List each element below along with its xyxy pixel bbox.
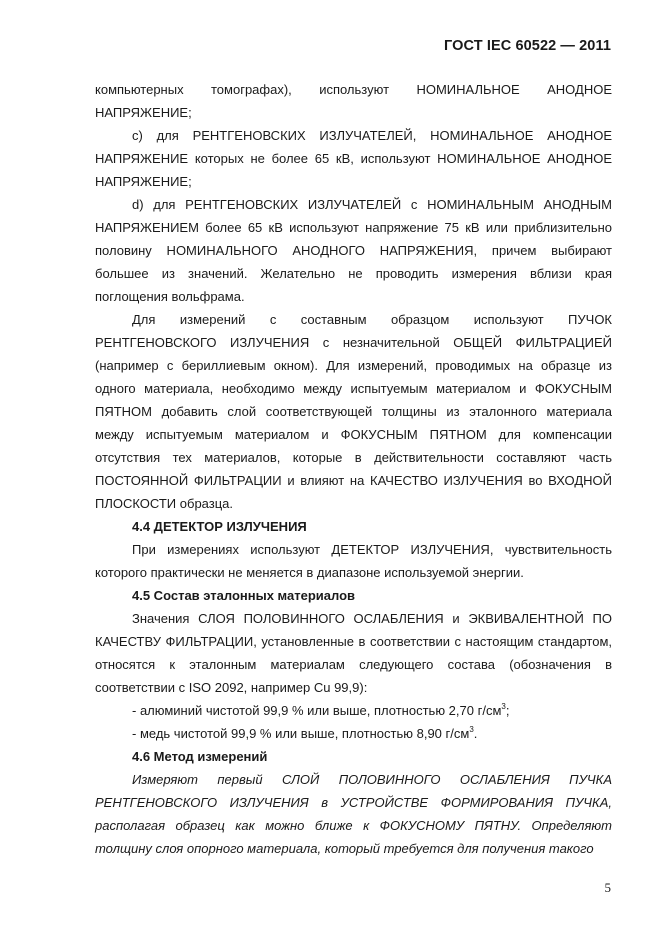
superscript: 3 <box>469 725 474 734</box>
paragraph: компьютерных томографах), используют НОМИНАЛЬНОЕ АНОДНОЕ НАПРЯЖЕНИЕ; <box>95 82 612 120</box>
section-heading-4-5: 4.5 Состав эталонных материалов <box>132 588 356 603</box>
paragraph: Измеряют первый СЛОЙ ПОЛОВИННОГО ОСЛАБЛЕНИЯ ПУЧКА РЕНТГЕНОВСКОГО ИЗЛУЧЕНИЯ в УСТРОЙСТВЕ ФОРМИРОВАНИЯ ПУЧКА, располагая образец как можно ближе к ФОКУСНОМУ ПЯТНУ. Определяют толщину слоя опорного материала, который требуется для получения такого <box>95 772 612 856</box>
paragraph: Значения СЛОЯ ПОЛОВИННОГО ОСЛАБЛЕНИЯ и ЭКВИВАЛЕНТНОЙ ПО КАЧЕСТВУ ФИЛЬТРАЦИИ, установленные в соответствии с настоящим стандартом, относятся к эталонным материалам следующего состава (обозначения в соответствии с ISO 2092, например Cu 99,9): <box>95 611 612 695</box>
page-number: 5 <box>604 880 611 895</box>
list-item-punct: . <box>473 726 478 741</box>
list-item-text: - алюминий чистотой 99,9 % или выше, плотностью 2,70 г/см <box>132 703 502 718</box>
list-item <box>95 722 612 745</box>
paragraph: d) для РЕНТГЕНОВСКИХ ИЗЛУЧАТЕЛЕЙ с НОМИНАЛЬНЫМ АНОДНЫМ НАПРЯЖЕНИЕМ более 65 кВ используют напряжение 75 кВ или приблизительно половину НОМИНАЛЬНОГО АНОДНОГО НАПРЯЖЕНИЯ, причем выбирают большее из значений. Желательно не проводить измерения вблизи края поглощения вольфрама. <box>95 197 612 304</box>
paragraph: При измерениях используют ДЕТЕКТОР ИЗЛУЧЕНИЯ, чувствительность которого практически не меняется в диапазоне используемой энергии. <box>95 542 612 580</box>
list-item-text: - медь чистотой 99,9 % или выше, плотностью 8,90 г/см <box>132 726 470 741</box>
section-heading-4-6: 4.6 Метод измерений <box>132 749 268 764</box>
body-text <box>95 78 612 860</box>
list-item-punct: ; <box>505 703 510 718</box>
list-item <box>95 699 612 722</box>
paragraph: c) для РЕНТГЕНОВСКИХ ИЗЛУЧАТЕЛЕЙ, НОМИНАЛЬНОЕ АНОДНОЕ НАПРЯЖЕНИЕ которых не более 65 кВ, используют НОМИНАЛЬНОЕ АНОДНОЕ НАПРЯЖЕНИЕ; <box>95 128 612 189</box>
superscript: 3 <box>501 702 506 711</box>
document-header: ГОСТ IEC 60522 — 2011 <box>444 38 611 54</box>
section-heading-4-4: 4.4 ДЕТЕКТОР ИЗЛУЧЕНИЯ <box>132 519 307 534</box>
paragraph: Для измерений с составным образцом используют ПУЧОК РЕНТГЕНОВСКОГО ИЗЛУЧЕНИЯ с незначительной ОБЩЕЙ ФИЛЬТРАЦИЕЙ (например с бериллиевым окном). Для измерений, проводимых на образце из одного материала, необходимо между испытуемым материалом и ФОКУСНЫМ ПЯТНОМ добавить слой соответствующей толщины из эталонного материала между испытуемым материалом и ФОКУСНЫМ ПЯТНОМ для компенсации отсутствия тех материалов, которые в действительности составляют часть ПОСТОЯННОЙ ФИЛЬТРАЦИИ и влияют на КАЧЕСТВО ИЗЛУЧЕНИЯ во ВХОДНОЙ ПЛОСКОСТИ образца. <box>95 312 612 511</box>
